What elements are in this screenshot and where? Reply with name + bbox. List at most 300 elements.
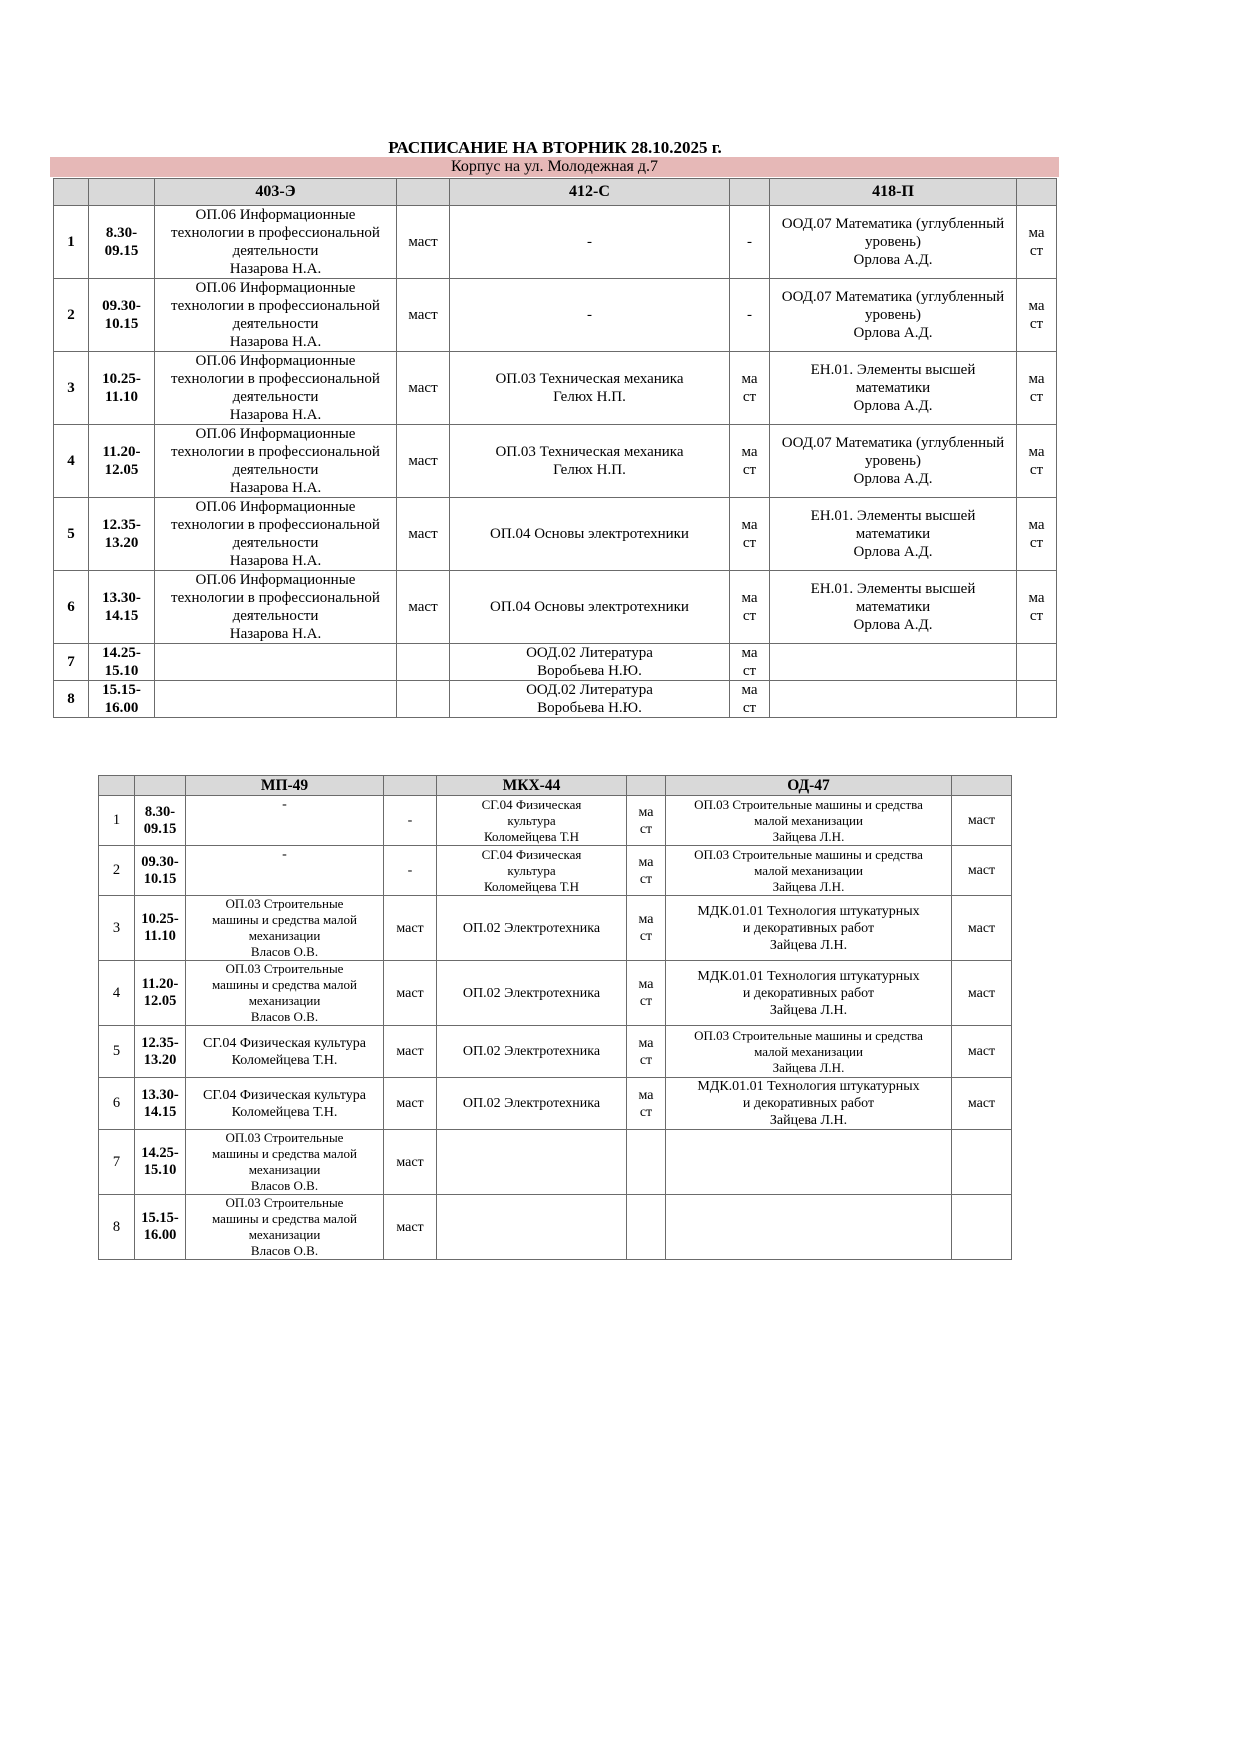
lesson-number: 5 bbox=[54, 498, 89, 571]
lesson-time-line: 09.15 bbox=[104, 243, 139, 259]
lesson-cell-line: и декоративных работ bbox=[742, 920, 875, 936]
room-cell bbox=[397, 571, 450, 644]
room-cell bbox=[730, 279, 770, 352]
lesson-cell-line: ОП.02 Электротехника bbox=[462, 1044, 601, 1059]
lesson-cell-line: Коломейцева Т.Н. bbox=[231, 1104, 338, 1120]
room-cell bbox=[952, 1195, 1012, 1260]
room-cell bbox=[730, 571, 770, 644]
lesson-cell bbox=[770, 352, 1017, 425]
room-cell bbox=[627, 1195, 666, 1260]
room-header bbox=[730, 179, 770, 206]
lesson-cell-line: Зайцева Л.Н. bbox=[772, 1059, 845, 1075]
lesson-cell-line: деятельности bbox=[232, 316, 319, 332]
lesson-cell bbox=[437, 1195, 627, 1260]
lesson-cell-line: Коломейцева Т.Н bbox=[483, 828, 580, 844]
lesson-time-line: 13.20 bbox=[143, 1051, 177, 1068]
lesson-time-line: 11.10 bbox=[105, 389, 138, 405]
room-cell-line: ст bbox=[1029, 462, 1044, 478]
lesson-cell-line: Орлова А.Д. bbox=[853, 617, 933, 633]
lesson-cell-line: ООД.07 Математика (углубленный bbox=[781, 289, 1005, 305]
lesson-time-line: 12.35- bbox=[141, 1034, 179, 1051]
lesson-cell-line: ОП.04 Основы электротехники bbox=[490, 599, 689, 615]
lesson-cell bbox=[155, 498, 397, 571]
lesson-cell-line: ОП.06 Информационные bbox=[195, 353, 356, 369]
lesson-cell-line: Власов О.В. bbox=[250, 944, 319, 959]
lesson-time bbox=[135, 1078, 186, 1130]
lesson-time-line: 09.30- bbox=[102, 298, 141, 314]
lesson-cell-line: ОП.03 Строительные bbox=[225, 961, 344, 976]
table-row bbox=[54, 279, 1057, 352]
lesson-cell-line: ООД.07 Математика (углубленный bbox=[781, 216, 1005, 232]
lesson-cell-line: малой механизации bbox=[754, 862, 863, 878]
room-cell-line: маст bbox=[967, 1044, 996, 1059]
lesson-number: 8 bbox=[99, 1195, 135, 1260]
lesson-time-line: 8.30- bbox=[105, 225, 138, 241]
table-row bbox=[99, 896, 1012, 961]
room-cell bbox=[730, 498, 770, 571]
lesson-time bbox=[135, 846, 186, 896]
lesson-cell bbox=[666, 1026, 952, 1078]
room-cell bbox=[397, 425, 450, 498]
room-cell-line: - bbox=[407, 863, 413, 878]
room-cell-line: маст bbox=[408, 307, 438, 323]
lesson-cell-line: ОП.06 Информационные bbox=[195, 572, 356, 588]
room-cell bbox=[730, 681, 770, 718]
header-num bbox=[54, 179, 89, 206]
lesson-time-line: 12.35- bbox=[102, 517, 141, 533]
lesson-cell-line: ОП.02 Электротехника bbox=[462, 920, 601, 936]
lesson-cell bbox=[770, 644, 1017, 681]
room-cell-line: ма bbox=[741, 645, 758, 661]
room-cell bbox=[730, 425, 770, 498]
lesson-cell-line: Орлова А.Д. bbox=[853, 398, 933, 414]
room-header bbox=[384, 776, 437, 796]
lesson-cell-line: МДК.01.01 Технология штукатурных bbox=[697, 903, 920, 919]
lesson-cell-line: Гелюх Н.П. bbox=[553, 389, 626, 405]
lesson-cell bbox=[450, 571, 730, 644]
group-header: МП-49 bbox=[186, 776, 384, 796]
lesson-time-line: 09.30- bbox=[141, 853, 179, 870]
lesson-cell-line: Назарова Н.А. bbox=[229, 334, 322, 350]
lesson-time-line: 14.25- bbox=[141, 1145, 179, 1161]
lesson-cell bbox=[155, 279, 397, 352]
lesson-cell-line: ОП.03 Строительные bbox=[225, 1195, 344, 1210]
room-cell bbox=[1017, 206, 1057, 279]
room-cell bbox=[730, 644, 770, 681]
room-cell-line: ма bbox=[638, 854, 654, 870]
lesson-cell bbox=[450, 352, 730, 425]
lesson-cell-line: ОП.03 Техническая механика bbox=[495, 371, 684, 387]
lesson-cell-line: уровень) bbox=[864, 307, 921, 323]
lesson-cell-line: СГ.04 Физическая bbox=[481, 796, 582, 812]
lesson-cell-line: и декоративных работ bbox=[742, 985, 875, 1001]
room-cell-line: ма bbox=[741, 590, 758, 606]
room-cell-line: ма bbox=[741, 682, 758, 698]
lesson-time bbox=[89, 425, 155, 498]
lesson-cell-line: уровень) bbox=[864, 453, 921, 469]
lesson-cell-line: Назарова Н.А. bbox=[229, 407, 322, 423]
room-cell bbox=[952, 961, 1012, 1026]
room-cell-line: ма bbox=[638, 804, 654, 820]
lesson-cell bbox=[437, 896, 627, 961]
lesson-cell-line: деятельности bbox=[232, 535, 319, 551]
room-cell bbox=[1017, 644, 1057, 681]
lesson-cell-line: Власов О.В. bbox=[250, 1243, 319, 1258]
lesson-cell-line: технологии в профессиональной bbox=[171, 298, 380, 314]
header-num bbox=[99, 776, 135, 796]
lesson-cell-line: Назарова Н.А. bbox=[229, 261, 322, 277]
lesson-time-line: 09.15 bbox=[143, 820, 177, 837]
lesson-cell bbox=[437, 1078, 627, 1130]
room-cell-line: ст bbox=[639, 1052, 653, 1068]
lesson-cell-line: Воробьева Н.Ю. bbox=[537, 663, 642, 679]
lesson-cell-line: деятельности bbox=[232, 243, 319, 259]
lesson-cell-line: ОП.03 Строительные машины и средства bbox=[694, 1027, 923, 1043]
lesson-cell-line: ЕН.01. Элементы высшей bbox=[810, 362, 976, 378]
lesson-cell bbox=[155, 425, 397, 498]
room-cell bbox=[627, 796, 666, 846]
lesson-cell bbox=[666, 796, 952, 846]
room-cell-line: маст bbox=[396, 1044, 424, 1059]
room-cell-line: ма bbox=[638, 1087, 654, 1103]
room-cell bbox=[952, 896, 1012, 961]
room-cell bbox=[730, 206, 770, 279]
lesson-time-line: 15.10 bbox=[143, 1162, 177, 1178]
lesson-cell-line: ОП.06 Информационные bbox=[195, 280, 356, 296]
lesson-cell bbox=[450, 498, 730, 571]
lesson-cell-line: машины и средства малой bbox=[212, 1146, 357, 1161]
room-cell bbox=[627, 846, 666, 896]
page-title: РАСПИСАНИЕ НА ВТОРНИК 28.10.2025 г. bbox=[388, 138, 722, 157]
lesson-cell-line: Назарова Н.А. bbox=[229, 626, 322, 642]
room-cell bbox=[952, 1078, 1012, 1130]
lesson-cell-line: технологии в профессиональной bbox=[171, 225, 380, 241]
lesson-cell-line: Зайцева Л.Н. bbox=[769, 937, 848, 953]
lesson-cell-line: МДК.01.01 Технология штукатурных bbox=[697, 968, 920, 984]
room-cell-line: ма bbox=[638, 977, 654, 992]
lesson-cell-line: Гелюх Н.П. bbox=[553, 462, 626, 478]
lesson-cell-line: малой механизации bbox=[754, 1043, 863, 1059]
room-cell-line: ст bbox=[639, 1104, 653, 1120]
lesson-cell-line: ООД.07 Математика (углубленный bbox=[781, 435, 1005, 451]
table-row bbox=[99, 846, 1012, 896]
lesson-cell-line: математики bbox=[855, 599, 931, 615]
table-row bbox=[99, 1130, 1012, 1195]
room-cell-line: ст bbox=[1029, 608, 1044, 624]
room-cell-line: маст bbox=[967, 920, 996, 936]
room-cell bbox=[397, 681, 450, 718]
lesson-cell bbox=[186, 796, 384, 846]
lesson-cell-line: ОП.04 Основы электротехники bbox=[490, 526, 689, 542]
lesson-number: 2 bbox=[54, 279, 89, 352]
lesson-time bbox=[89, 498, 155, 571]
lesson-cell-line: ОП.03 Строительные bbox=[225, 896, 344, 911]
schedule-table-2 bbox=[98, 775, 1012, 1260]
lesson-cell-line: ЕН.01. Элементы высшей bbox=[810, 581, 976, 597]
lesson-cell-line: Власов О.В. bbox=[250, 1009, 319, 1024]
lesson-time-line: 15.15- bbox=[141, 1210, 179, 1226]
lesson-time-line: 8.30- bbox=[144, 803, 176, 820]
lesson-cell-line: малой механизации bbox=[754, 812, 863, 828]
lesson-cell-line: деятельности bbox=[232, 462, 319, 478]
room-cell bbox=[397, 498, 450, 571]
group-header: 403-Э bbox=[155, 179, 397, 206]
lesson-time-line: 10.15 bbox=[143, 870, 177, 887]
room-cell-line: маст bbox=[396, 920, 424, 936]
room-cell bbox=[952, 846, 1012, 896]
lesson-cell bbox=[186, 896, 384, 961]
lesson-cell-line: математики bbox=[855, 380, 931, 396]
room-cell-line: ст bbox=[1029, 316, 1044, 332]
lesson-cell-line: технологии в профессиональной bbox=[171, 517, 380, 533]
table-row bbox=[54, 206, 1057, 279]
lesson-time-line: 14.25- bbox=[102, 645, 141, 661]
lesson-cell-line: МДК.01.01 Технология штукатурных bbox=[697, 1079, 920, 1094]
lesson-cell-line: технологии в профессиональной bbox=[171, 444, 380, 460]
lesson-cell-line: Назарова Н.А. bbox=[229, 553, 322, 569]
lesson-cell-line: Орлова А.Д. bbox=[853, 325, 933, 341]
room-cell-line: ма bbox=[1028, 225, 1045, 241]
lesson-cell bbox=[770, 425, 1017, 498]
lesson-time-line: 10.15 bbox=[104, 316, 139, 332]
lesson-time-line: 11.20- bbox=[102, 444, 141, 460]
room-cell bbox=[384, 1130, 437, 1195]
lesson-cell bbox=[450, 206, 730, 279]
table-row bbox=[54, 352, 1057, 425]
lesson-number: 4 bbox=[99, 961, 135, 1026]
lesson-cell bbox=[186, 1195, 384, 1260]
lesson-cell bbox=[450, 425, 730, 498]
lesson-cell bbox=[770, 206, 1017, 279]
lesson-cell bbox=[437, 846, 627, 896]
table-row bbox=[99, 1026, 1012, 1078]
lesson-cell-line: культура bbox=[507, 812, 556, 828]
lesson-cell bbox=[450, 681, 730, 718]
lesson-time bbox=[135, 896, 186, 961]
room-cell-line: ст bbox=[742, 462, 757, 478]
lesson-cell-line: ООД.02 Литература bbox=[526, 645, 653, 661]
room-cell bbox=[384, 796, 437, 846]
table-row bbox=[99, 796, 1012, 846]
lesson-cell-line: ОП.06 Информационные bbox=[195, 426, 356, 442]
lesson-time-line: 10.25- bbox=[141, 911, 179, 927]
lesson-cell bbox=[437, 1026, 627, 1078]
room-cell-line: ма bbox=[1028, 517, 1045, 533]
room-cell-line: ма bbox=[638, 1035, 654, 1051]
lesson-time-line: 14.15 bbox=[104, 608, 139, 624]
room-cell-line: ст bbox=[742, 389, 757, 405]
lesson-time-line: 12.05 bbox=[104, 462, 139, 478]
lesson-cell-line: ОП.02 Электротехника bbox=[462, 1096, 601, 1111]
lesson-cell bbox=[186, 1026, 384, 1078]
lesson-number: 2 bbox=[99, 846, 135, 896]
lesson-cell-line: ЕН.01. Элементы высшей bbox=[810, 508, 976, 524]
room-cell-line: ст bbox=[742, 608, 757, 624]
lesson-time bbox=[135, 961, 186, 1026]
room-cell-line: ст bbox=[742, 663, 757, 679]
lesson-cell bbox=[666, 961, 952, 1026]
room-cell-line: ма bbox=[741, 371, 758, 387]
room-cell bbox=[397, 206, 450, 279]
lesson-cell-line: ОП.02 Электротехника bbox=[462, 985, 601, 1001]
lesson-cell-line: машины и средства малой bbox=[212, 977, 357, 992]
lesson-cell bbox=[770, 498, 1017, 571]
lesson-cell-line: Воробьева Н.Ю. bbox=[537, 700, 642, 716]
lesson-cell bbox=[186, 961, 384, 1026]
lesson-cell bbox=[437, 796, 627, 846]
room-header bbox=[397, 179, 450, 206]
room-cell-line: маст bbox=[967, 813, 996, 828]
lesson-cell-line: ОП.06 Информационные bbox=[195, 207, 356, 223]
lesson-cell-line: Зайцева Л.Н. bbox=[772, 878, 845, 894]
lesson-cell-line: Зайцева Л.Н. bbox=[772, 828, 845, 844]
lesson-time-line: 16.00 bbox=[143, 1227, 177, 1243]
header-time bbox=[89, 179, 155, 206]
room-cell-line: ма bbox=[741, 444, 758, 460]
lesson-cell bbox=[437, 1130, 627, 1195]
lesson-cell-line: механизации bbox=[248, 1162, 321, 1177]
lesson-time bbox=[89, 352, 155, 425]
lesson-cell bbox=[155, 206, 397, 279]
lesson-cell-line: ОП.03 Техническая механика bbox=[495, 444, 684, 460]
lesson-cell bbox=[666, 846, 952, 896]
room-header bbox=[952, 776, 1012, 796]
room-cell-line: - bbox=[747, 234, 752, 250]
room-cell-line: маст bbox=[408, 526, 438, 542]
lesson-time-line: 13.30- bbox=[102, 590, 141, 606]
lesson-time-line: 12.05 bbox=[143, 993, 177, 1009]
lesson-time bbox=[135, 796, 186, 846]
room-header bbox=[1017, 179, 1057, 206]
lesson-number: 1 bbox=[54, 206, 89, 279]
group-header: МКХ-44 bbox=[437, 776, 627, 796]
lesson-cell-line: СГ.04 Физическая bbox=[481, 846, 582, 862]
lesson-cell-line: Орлова А.Д. bbox=[853, 544, 933, 560]
room-cell bbox=[397, 352, 450, 425]
lesson-time bbox=[89, 571, 155, 644]
room-cell bbox=[730, 352, 770, 425]
lesson-time bbox=[89, 279, 155, 352]
room-cell-line: ма bbox=[1028, 298, 1045, 314]
lesson-cell-line: Коломейцева Т.Н bbox=[483, 878, 580, 894]
lesson-cell bbox=[186, 1130, 384, 1195]
lesson-time-line: 11.10 bbox=[144, 928, 176, 944]
lesson-cell-line: Орлова А.Д. bbox=[853, 471, 933, 487]
lesson-number: 3 bbox=[54, 352, 89, 425]
lesson-cell-line: технологии в профессиональной bbox=[171, 371, 380, 387]
room-cell-line: ма bbox=[741, 517, 758, 533]
lesson-number: 4 bbox=[54, 425, 89, 498]
room-cell bbox=[1017, 279, 1057, 352]
room-cell-line: маст bbox=[967, 1096, 996, 1111]
lesson-cell-line: - bbox=[282, 847, 287, 862]
room-cell bbox=[384, 896, 437, 961]
room-cell bbox=[384, 1078, 437, 1130]
lesson-number: 3 bbox=[99, 896, 135, 961]
lesson-cell bbox=[770, 681, 1017, 718]
room-cell-line: маст bbox=[408, 380, 438, 396]
room-cell-line: ст bbox=[1029, 389, 1044, 405]
lesson-cell bbox=[186, 1078, 384, 1130]
lesson-number: 7 bbox=[54, 644, 89, 681]
room-cell-line: маст bbox=[408, 599, 438, 615]
lesson-cell bbox=[770, 571, 1017, 644]
room-cell bbox=[397, 644, 450, 681]
lesson-time-line: 16.00 bbox=[104, 700, 139, 716]
table-row bbox=[99, 961, 1012, 1026]
lesson-cell-line: ООД.02 Литература bbox=[526, 682, 653, 698]
room-cell-line: маст bbox=[967, 985, 996, 1001]
lesson-cell-line: ОП.03 Строительные bbox=[225, 1130, 344, 1145]
lesson-cell-line: Орлова А.Д. bbox=[853, 252, 933, 268]
table-row bbox=[54, 425, 1057, 498]
room-cell-line: ст bbox=[639, 994, 653, 1009]
lesson-cell bbox=[666, 1195, 952, 1260]
group-header: ОД-47 bbox=[666, 776, 952, 796]
group-header: 418-П bbox=[770, 179, 1017, 206]
room-cell bbox=[1017, 352, 1057, 425]
room-cell-line: ст bbox=[639, 821, 653, 837]
table-row bbox=[99, 1078, 1012, 1130]
lesson-number: 6 bbox=[54, 571, 89, 644]
lesson-cell-line: механизации bbox=[248, 928, 321, 943]
lesson-cell bbox=[770, 279, 1017, 352]
table-row bbox=[54, 644, 1057, 681]
lesson-time bbox=[135, 1026, 186, 1078]
header-row bbox=[99, 776, 1012, 796]
lesson-cell bbox=[450, 644, 730, 681]
lesson-cell bbox=[666, 896, 952, 961]
lesson-time bbox=[89, 206, 155, 279]
room-cell-line: маст bbox=[408, 234, 438, 250]
room-cell bbox=[627, 1078, 666, 1130]
room-cell bbox=[1017, 498, 1057, 571]
room-cell bbox=[627, 1130, 666, 1195]
room-cell-line: ст bbox=[742, 700, 757, 716]
room-cell-line: - bbox=[747, 307, 752, 323]
room-cell bbox=[627, 896, 666, 961]
room-cell-line: маст bbox=[396, 1219, 424, 1235]
lesson-cell-line: ОП.06 Информационные bbox=[195, 499, 356, 515]
room-cell-line: маст bbox=[396, 1096, 424, 1111]
lesson-cell-line: Зайцева Л.Н. bbox=[769, 1113, 848, 1128]
lesson-cell bbox=[666, 1130, 952, 1195]
lesson-cell-line: уровень) bbox=[864, 234, 921, 250]
lesson-time-line: 14.15 bbox=[143, 1103, 177, 1120]
lesson-number: 8 bbox=[54, 681, 89, 718]
room-cell-line: ма bbox=[1028, 590, 1045, 606]
group-header: 412-С bbox=[450, 179, 730, 206]
room-cell-line: ст bbox=[1029, 243, 1044, 259]
lesson-cell-line: Власов О.В. bbox=[250, 1178, 319, 1193]
lesson-time-line: 15.15- bbox=[102, 682, 141, 698]
room-cell bbox=[384, 1195, 437, 1260]
lesson-cell-line: - bbox=[282, 797, 287, 812]
room-cell bbox=[952, 796, 1012, 846]
schedule-table-1 bbox=[53, 178, 1057, 718]
room-cell bbox=[384, 846, 437, 896]
room-cell bbox=[1017, 425, 1057, 498]
room-cell bbox=[384, 961, 437, 1026]
lesson-cell bbox=[155, 571, 397, 644]
lesson-cell-line: СГ.04 Физическая культура bbox=[203, 1035, 366, 1051]
lesson-time-line: 13.30- bbox=[141, 1086, 179, 1103]
lesson-cell-line: СГ.04 Физическая культура bbox=[203, 1087, 366, 1103]
lesson-cell bbox=[186, 846, 384, 896]
lesson-cell-line: деятельности bbox=[232, 389, 319, 405]
room-cell-line: - bbox=[407, 813, 413, 828]
lesson-number: 1 bbox=[99, 796, 135, 846]
